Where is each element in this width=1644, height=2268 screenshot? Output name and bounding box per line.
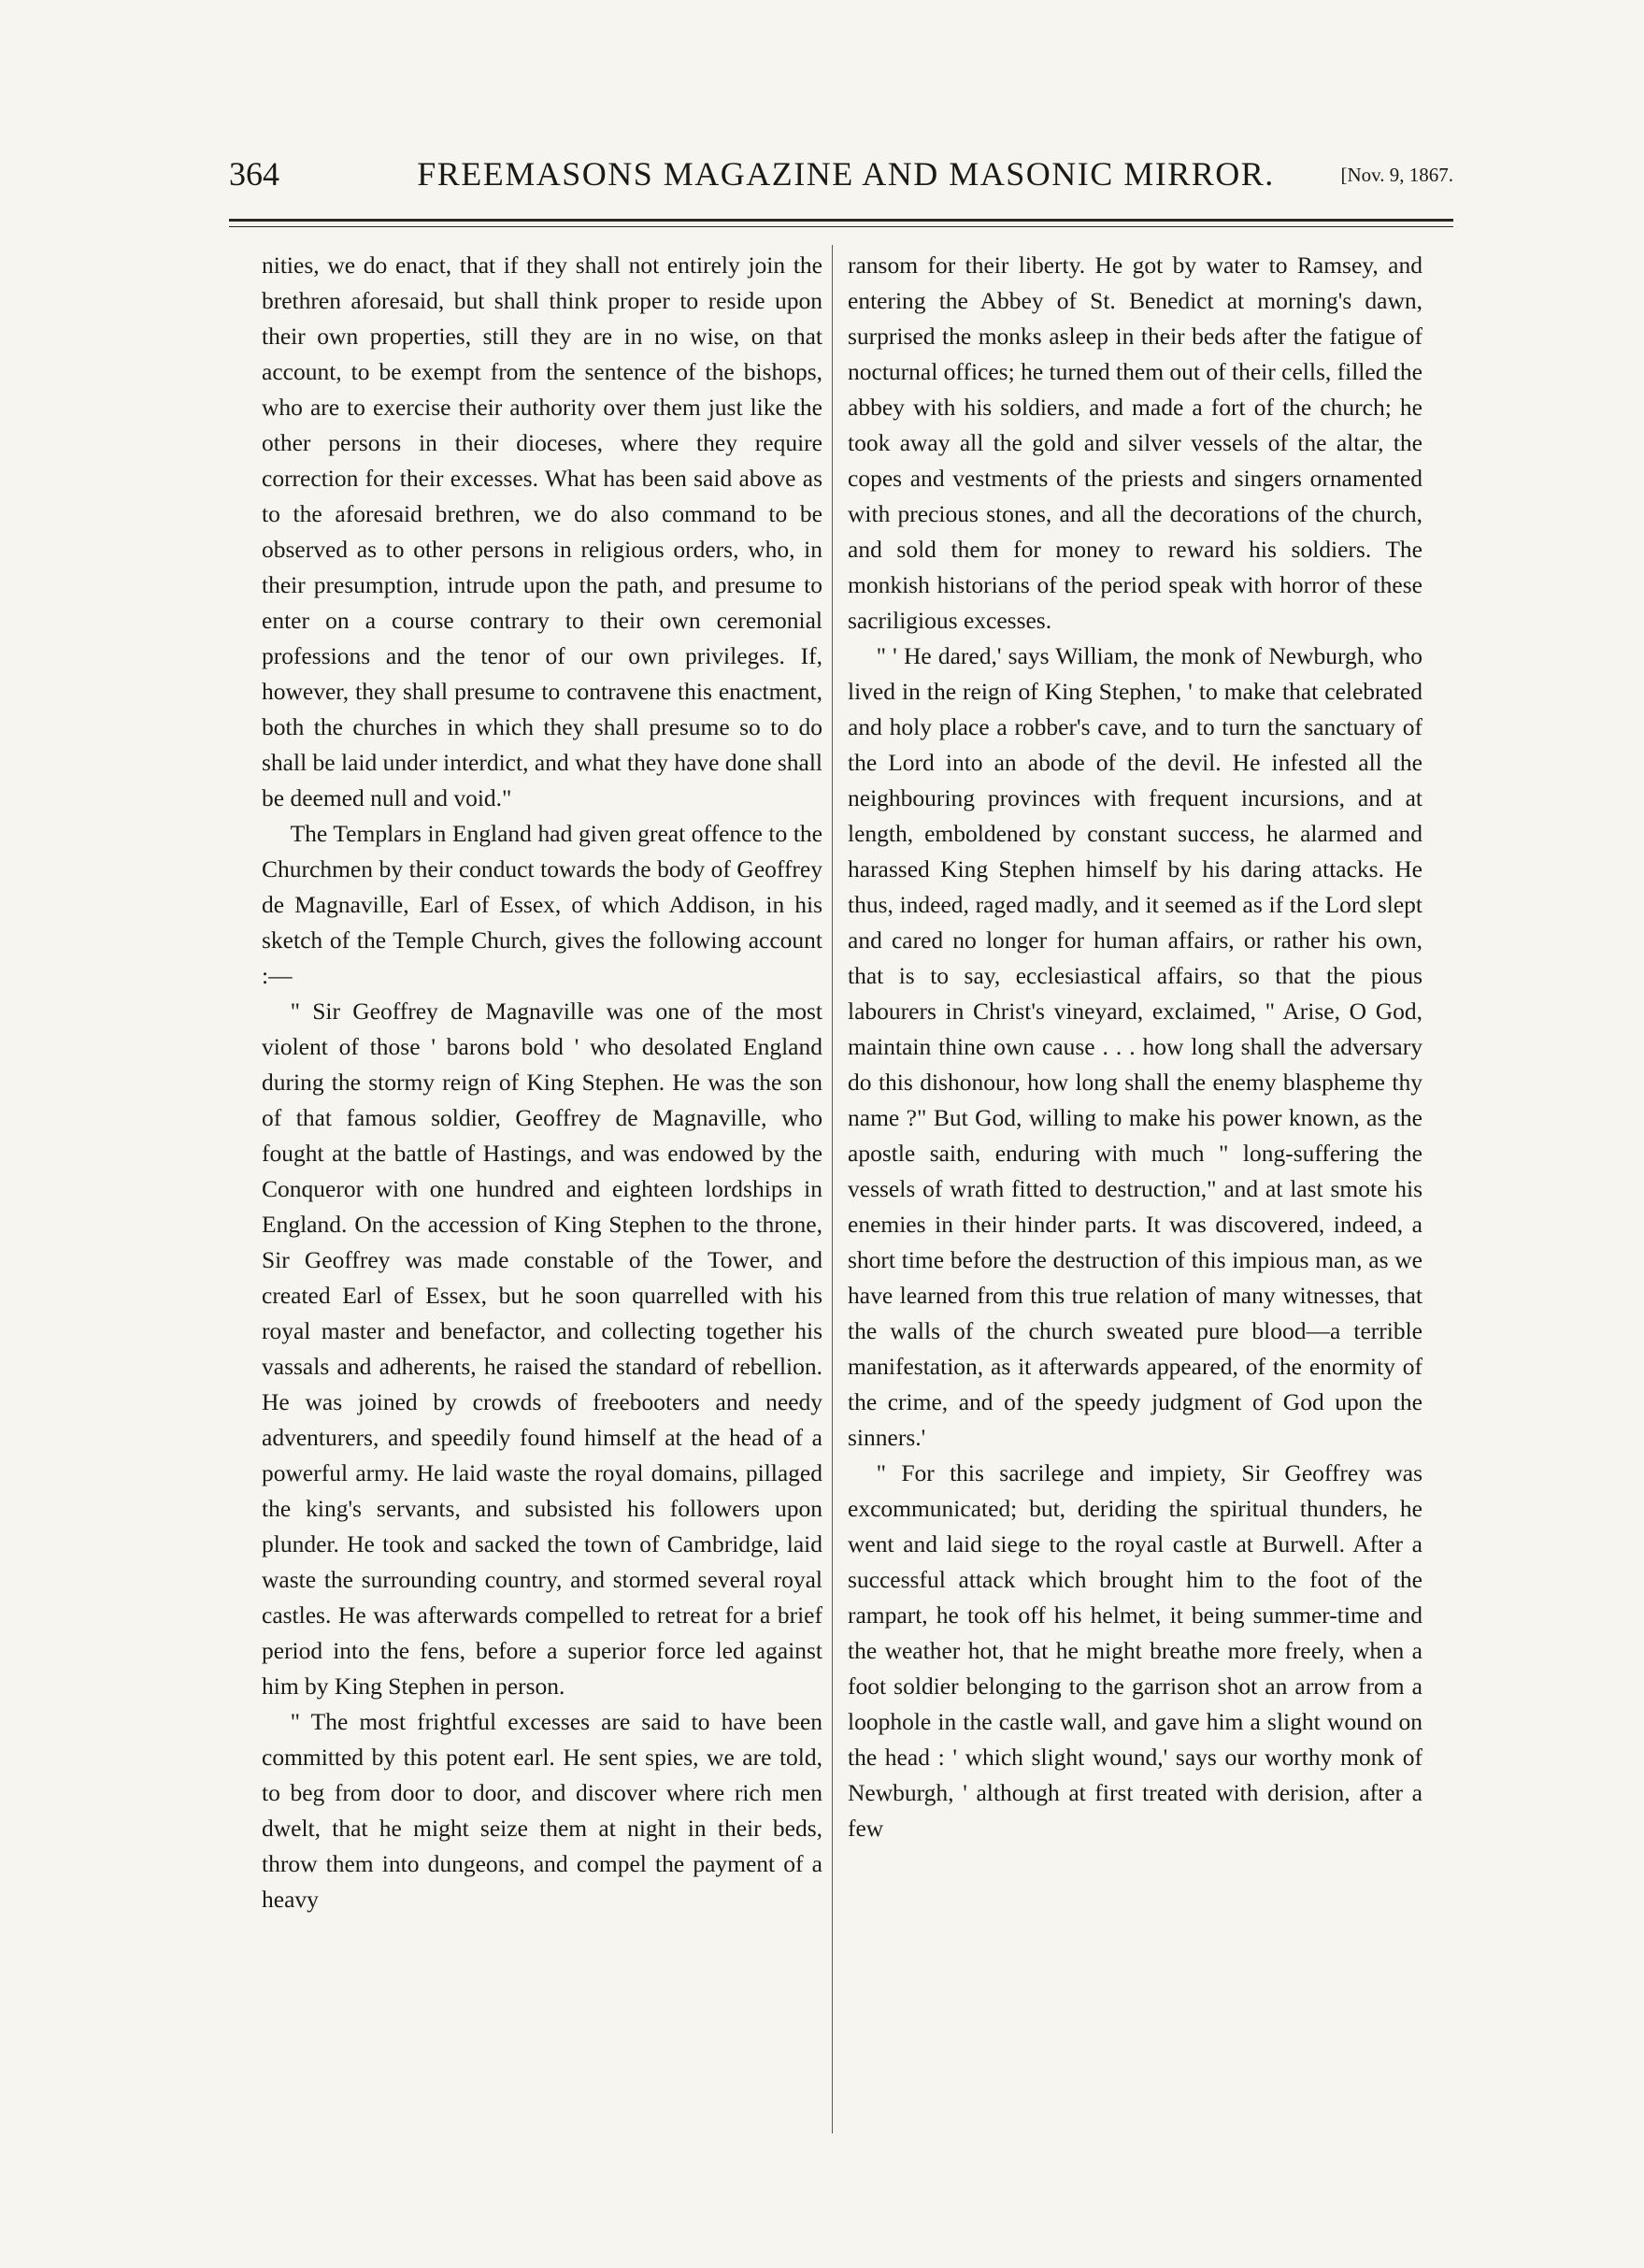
paragraph: " ' He dared,' says William, the monk of Newburgh, who lived in the reign of King Stephen, ' to make that celebrated and holy place a robber's cave, and to turn the sanctuary of the Lord into an abode of the devil. He infested all the neighbouring provinces with frequent incursions, and at length, emboldened by constant success, he alarmed and harassed King Stephen himself by his daring attacks. He thus, indeed, raged madly, and it seemed as if the Lord slept and cared no longer for human affairs, or rather his own, that is to say, ecclesiastical affairs, so that the pious labourers in Christ's vineyard, exclaimed, " Arise, O God, maintain thine own cause . . . how long shall the adversary do this dishonour, how long shall the enemy blaspheme thy name ?" But God, willing to make his power known, as the apostle saith, enduring with much " long-suffering the vessels of wrath fitted to destruction," and at last smote his enemies in their hinder parts. It was discovered, indeed, a short time before the destruction of this impious man, as we have learned from this true relation of many witnesses, that the walls of the church sweated pure blood—a terrible manifestation, as it afterwards appeared, of the enormity of the crime, and of the speedy judgment of God upon the sinners.' bbox=[848, 642, 1422, 1451]
paragraph: " Sir Geoffrey de Magnaville was one of the most violent of those ' barons bold ' who desolated England during the stormy reign of King Stephen. He was the son of that famous soldier, Geoffrey de Magnaville, who fought at the battle of Hastings, and was endowed by the Conqueror with one hundred and eighteen lordships in England. On the accession of King Stephen to the throne, Sir Geoffrey was made constable of the Tower, and created Earl of Essex, but he soon quarrelled with his royal master and benefactor, and collecting together his vassals and adherents, he raised the standard of rebellion. He was joined by crowds of freebooters and needy adventurers, and speedily found himself at the head of a powerful army. He laid waste the royal domains, pillaged the king's servants, and subsisted his followers upon plunder. He took and sacked the town of Cambridge, laid waste the surrounding country, and stormed several royal castles. He was afterwards compelled to retreat for a brief period into the fens, before a superior force led against him by King Stephen in person. bbox=[262, 998, 822, 1700]
page-header bbox=[229, 154, 1453, 201]
paragraph: nities, we do enact, that if they shall not entirely join the brethren aforesaid, but shall think proper to reside upon their own properties, still they are in no wise, on that account, to be exempt from the sentence of the bishops, who are to exercise their authority over them just like the other persons in their dioceses, where they require correction for their excesses. What has been said above as to the aforesaid brethren, we do also command to be observed as to other persons in religious orders, who, in their presumption, intrude upon the path, and presume to enter on a course contrary to their own ceremonial professions and the tenor of our own privileges. If, however, they shall presume to contravene this enactment, both the churches in which they shall presume so to do shall be laid under interdict, and what they have done shall be deemed null and void." bbox=[262, 251, 822, 811]
paragraph: " The most frightful excesses are said to have been committed by this potent earl. He sent spies, we are told, to beg from door to door, and discover where rich men dwelt, that he might seize them at night in their beds, throw them into dungeons, and compel the payment of a heavy bbox=[262, 1708, 822, 1913]
page-number: 364 bbox=[229, 155, 279, 193]
paragraph: ransom for their liberty. He got by water to Ramsey, and entering the Abbey of St. Benedict at morning's dawn, surprised the monks asleep in their beds after the fatigue of nocturnal offices; he turned them out of their cells, filled the abbey with his soldiers, and made a fort of the church; he took away all the gold and silver vessels of the altar, the copes and vestments of the priests and singers ornamented with precious stones, and all the decorations of the church, and sold them for money to reward his soldiers. The monkish historians of the period speak with horror of these sacriligious excesses. bbox=[848, 251, 1422, 634]
right-column bbox=[848, 248, 1422, 1846]
paragraph: " For this sacrilege and impiety, Sir Geoffrey was excommunicated; but, deriding the spiritual thunders, he went and laid siege to the royal castle at Burwell. After a successful attack which brought him to the foot of the rampart, he took off his helmet, it being summer-time and the weather hot, that he might breathe more freely, when a foot soldier belonging to the garrison shot an arrow from a loophole in the castle wall, and gave him a slight wound on the head : ' which slight wound,' says our worthy monk of Newburgh, ' although at first treated with derision, after a few bbox=[848, 1459, 1422, 1842]
left-column bbox=[262, 248, 822, 1917]
magazine-title: FREEMASONS MAGAZINE AND MASONIC MIRROR. bbox=[417, 155, 1275, 193]
issue-date: [Nov. 9, 1867. bbox=[1340, 164, 1453, 186]
paragraph: The Templars in England had given great offence to the Churchmen by their conduct towards the body of Geoffrey de Magnaville, Earl of Essex, of which Addison, in his sketch of the Temple Church, gives the following account :— bbox=[262, 820, 822, 989]
header-rule-thick bbox=[229, 219, 1453, 222]
header-rule-thin bbox=[229, 226, 1453, 227]
column-divider bbox=[832, 245, 833, 2133]
